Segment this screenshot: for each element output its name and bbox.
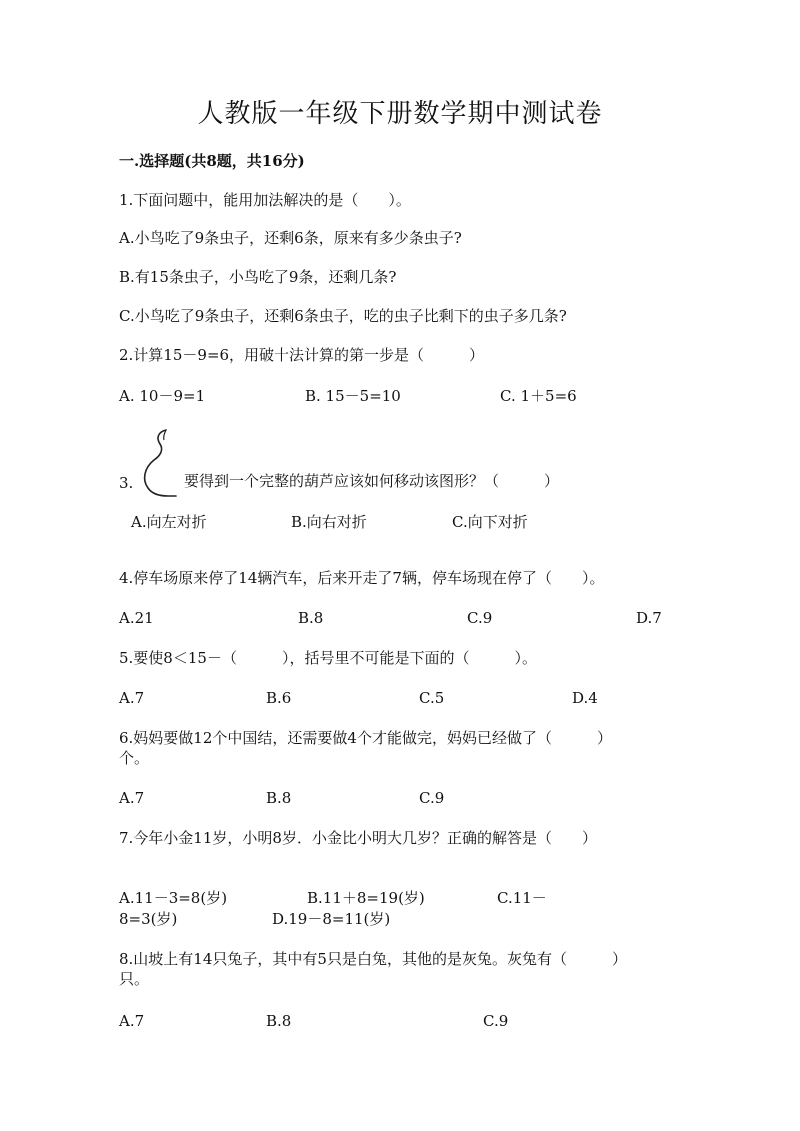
question-7-option-d: D.19－8=11(岁) bbox=[272, 910, 391, 928]
question-7-option-c-continued: 8=3(岁) bbox=[119, 910, 178, 928]
question-4-option-b: B.8 bbox=[298, 609, 324, 627]
question-5-option-d: D.4 bbox=[572, 689, 598, 707]
question-8-stem-continued: 只。 bbox=[119, 970, 150, 988]
question-1-option-a: A.小鸟吃了9条虫子，还剩6条，原来有多少条虫子? bbox=[119, 229, 462, 247]
question-5-option-c: C.5 bbox=[419, 689, 445, 707]
question-7-option-c: C.11－ bbox=[497, 889, 547, 907]
section-heading: 一.选择题(共8题，共16分) bbox=[119, 152, 305, 170]
question-1-option-c: C.小鸟吃了9条虫子，还剩6条虫子，吃的虫子比剩下的虫子多几条? bbox=[119, 307, 567, 325]
question-3-option-a: A.向左对折 bbox=[131, 513, 207, 531]
question-6-option-a: A.7 bbox=[119, 789, 145, 807]
question-4-option-a: A.21 bbox=[119, 609, 154, 627]
question-3-option-b: B.向右对折 bbox=[291, 513, 367, 531]
question-6-stem-continued: 个。 bbox=[119, 749, 150, 767]
question-5-option-b: B.6 bbox=[266, 689, 292, 707]
question-5-option-a: A.7 bbox=[119, 689, 145, 707]
question-6-option-b: B.8 bbox=[266, 789, 292, 807]
question-4-option-d: D.7 bbox=[636, 609, 662, 627]
question-3-stem: 要得到一个完整的葫芦应该如何移动该图形？（ ） bbox=[184, 472, 560, 490]
question-6-option-c: C.9 bbox=[419, 789, 445, 807]
question-1-option-b: B.有15条虫子，小鸟吃了9条，还剩几条? bbox=[119, 268, 397, 286]
question-1-stem: 1.下面问题中，能用加法解决的是（ ）。 bbox=[119, 191, 411, 209]
question-4-stem: 4.停车场原来停了14辆汽车，后来开走了7辆，停车场现在停了（ ）。 bbox=[119, 569, 605, 587]
question-7-option-a: A.11－3=8(岁) bbox=[119, 889, 228, 907]
question-4-option-c: C.9 bbox=[467, 609, 493, 627]
question-8-stem: 8.山坡上有14只兔子，其中有5只是白兔，其他的是灰兔。灰兔有（ ） bbox=[119, 950, 627, 968]
page-title: 人教版一年级下册数学期中测试卷 bbox=[197, 99, 603, 129]
question-7-option-b: B.11＋8=19(岁) bbox=[307, 889, 425, 907]
question-2-stem: 2.计算15－9=6，用破十法计算的第一步是（ ） bbox=[119, 346, 485, 364]
question-8-option-b: B.8 bbox=[266, 1012, 292, 1030]
question-8-option-c: C.9 bbox=[483, 1012, 509, 1030]
question-3-number: 3. bbox=[119, 474, 134, 492]
question-7-stem: 7.今年小金11岁，小明8岁．小金比小明大几岁？正确的解答是（ ） bbox=[119, 829, 597, 847]
question-8-option-a: A.7 bbox=[119, 1012, 145, 1030]
question-6-stem: 6.妈妈要做12个中国结，还需要做4个才能做完，妈妈已经做了（ ） bbox=[119, 729, 612, 747]
question-2-option-b: B. 15－5=10 bbox=[305, 387, 401, 405]
half-gourd-figure bbox=[140, 428, 180, 498]
question-2-option-c: C. 1＋5=6 bbox=[500, 387, 577, 405]
question-3-option-c: C.向下对折 bbox=[452, 513, 528, 531]
question-2-option-a: A. 10－9=1 bbox=[119, 387, 206, 405]
question-5-stem: 5.要使8＜15－（ ），括号里不可能是下面的（ ）。 bbox=[119, 649, 537, 667]
